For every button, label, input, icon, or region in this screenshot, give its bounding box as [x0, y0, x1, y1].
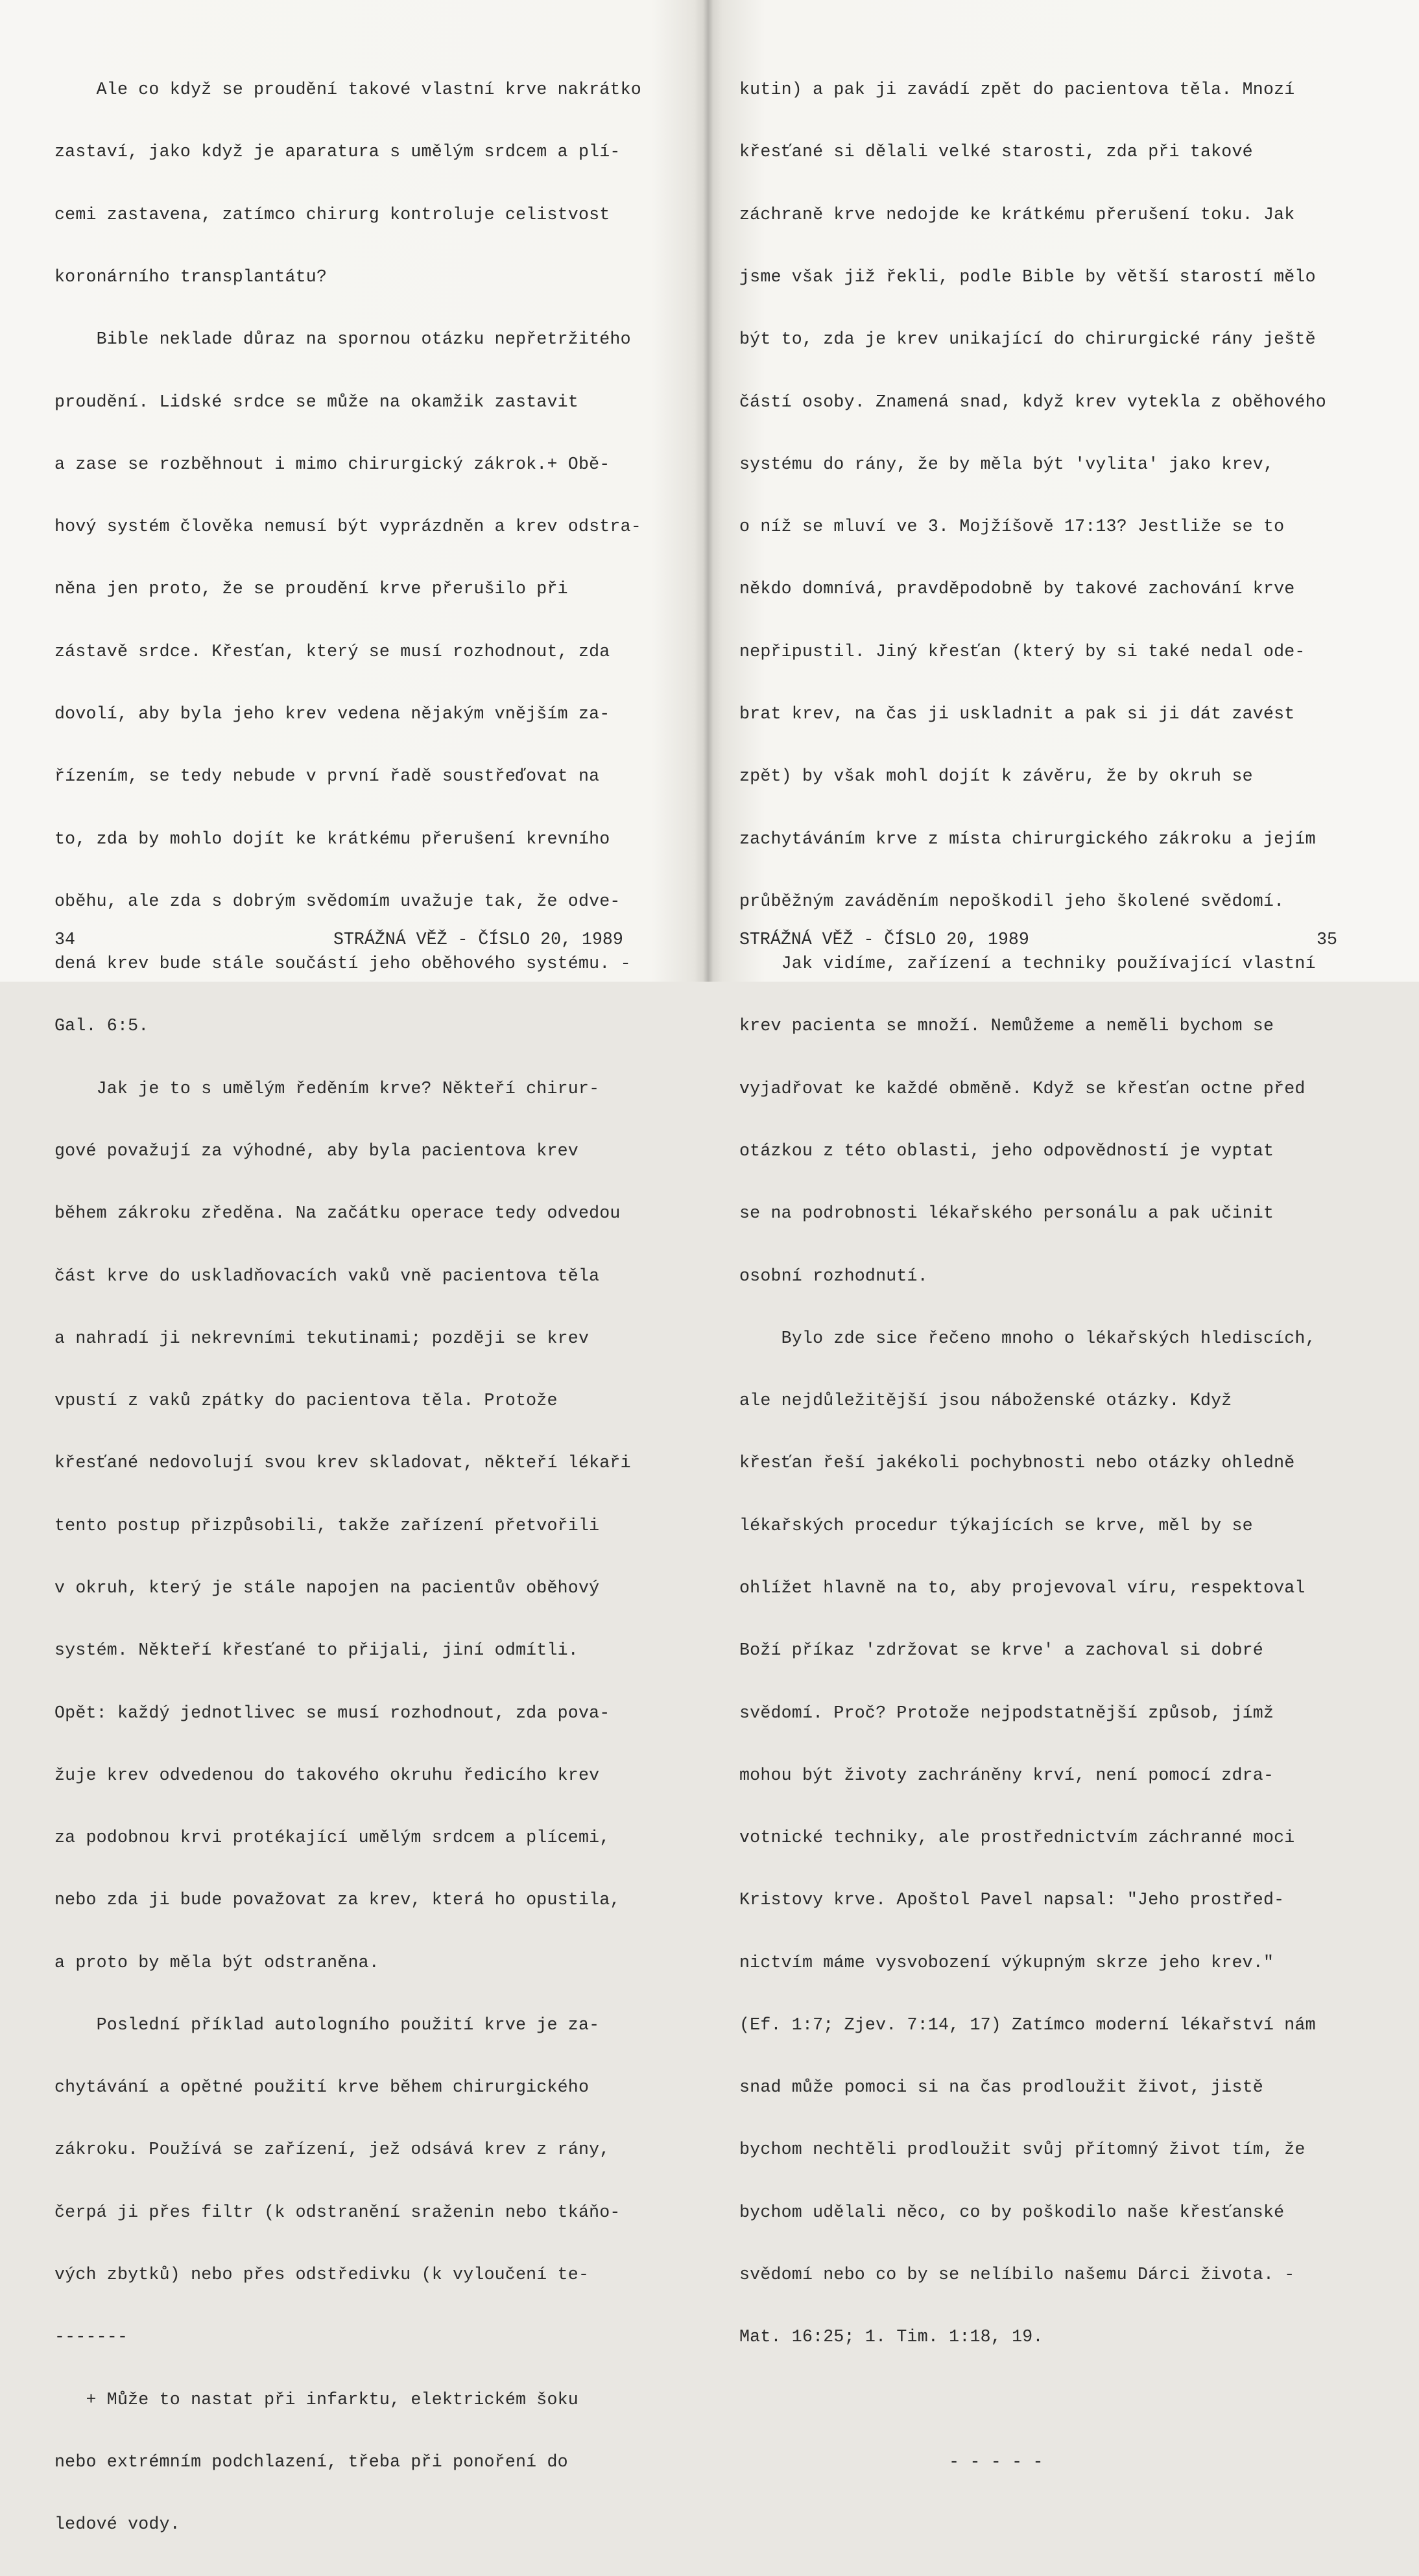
text-line: a nahradí ji nekrevními tekutinami; později se krev — [54, 1328, 590, 1348]
text-line: křesťané si dělali velké starosti, zda při takové — [739, 142, 1253, 162]
running-footer: STRÁŽNÁ VĚŽ - ČÍSLO 20, 1989 — [333, 930, 623, 949]
footnote-line: + Může to nastat při infarktu, elektrickém šoku — [54, 2389, 578, 2409]
text-line: nepřipustil. Jiný křesťan (který by si také nedal ode- — [739, 641, 1306, 661]
text-line: Gal. 6:5. — [54, 1016, 149, 1036]
text-line: zástavě srdce. Křesťan, který se musí rozhodnout, zda — [54, 641, 610, 661]
text-line: během zákroku zředěna. Na začátku operace tedy odvedou — [54, 1203, 621, 1223]
text-line: ale nejdůležitější jsou náboženské otázky. Když — [739, 1391, 1232, 1411]
text-line: záchraně krve nedojde ke krátkému přerušení toku. Jak — [739, 204, 1295, 224]
text-line: Jak je to s umělým ředěním krve? Někteří chirur- — [54, 1078, 600, 1098]
text-line: a proto by měla být odstraněna. — [54, 1952, 379, 1972]
text-line: brat krev, na čas ji uskladnit a pak si ji dát zavést — [739, 704, 1295, 724]
text-line: vyjadřovat ke každé obměně. Když se křesťan octne před — [739, 1078, 1306, 1098]
text-line: vpustí z vaků zpátky do pacientova těla. Protože — [54, 1391, 558, 1411]
text-line: Kristovy krve. Apoštol Pavel napsal: "Jeho prostřed- — [739, 1890, 1285, 1910]
book-gutter — [703, 0, 713, 982]
text-line: křesťané nedovolují svou krev skladovat, někteří lékaři — [54, 1453, 631, 1473]
footnote-line: ledové vody. — [54, 2514, 180, 2535]
text-line: zákroku. Používá se zařízení, jež odsává krev z rány, — [54, 2140, 610, 2160]
text-line: bychom nechtěli prodloužit svůj přítomný život tím, že — [739, 2140, 1306, 2160]
text-line: hový systém člověka nemusí být vyprázdněn a krev odstra- — [54, 517, 641, 537]
text-line: svědomí. Proč? Protože nejpodstatnější způsob, jímž — [739, 1703, 1274, 1723]
text-line: mohou být životy zachráněny krví, není pomocí zdra- — [739, 1765, 1274, 1785]
text-line: Mat. 16:25; 1. Tim. 1:18, 19. — [739, 2327, 1043, 2347]
text-line: systém. Někteří křesťané to přijali, jiní odmítli. — [54, 1640, 578, 1660]
text-line: zpět) by však mohl dojít k závěru, že by okruh se — [739, 766, 1253, 786]
text-line: Poslední příklad autologního použití krve je za- — [54, 2015, 600, 2035]
text-line: tento postup přizpůsobili, takže zařízení přetvořili — [54, 1515, 600, 1535]
text-line: žuje krev odvedenou do takového okruhu ředicího krev — [54, 1765, 600, 1785]
text-line: koronárního transplantátu? — [54, 267, 328, 287]
text-line: řízením, se tedy nebude v první řadě soustřeďovat na — [54, 766, 600, 786]
blank-line — [739, 2389, 1388, 2410]
page-number: 34 — [54, 930, 75, 949]
text-line: někdo domnívá, pravděpodobně by takové zachování krve — [739, 579, 1295, 599]
text-line: se na podrobnosti lékařského personálu a pak učinit — [739, 1203, 1274, 1223]
left-page-footer — [54, 929, 671, 1012]
text-line: snad může pomoci si na čas prodloužit život, jistě — [739, 2077, 1263, 2097]
text-line: o níž se mluví ve 3. Mojžíšově 17:13? Jestliže se to — [739, 517, 1285, 537]
text-line: ohlížet hlavně na to, aby projevoval víru, respektoval — [739, 1578, 1306, 1598]
text-line: proudění. Lidské srdce se může na okamžik zastavit — [54, 392, 578, 412]
text-line: to, zda by mohlo dojít ke krátkému přerušení krevního — [54, 829, 610, 849]
text-line: lékařských procedur týkajících se krve, měl by se — [739, 1515, 1253, 1535]
text-line: Jak vidíme, zařízení a techniky používající vlastní — [739, 954, 1316, 974]
text-line: kutin) a pak ji zavádí zpět do pacientova těla. Mnozí — [739, 80, 1295, 100]
text-line: oběhu, ale zda s dobrým svědomím uvažuje tak, že odve- — [54, 891, 621, 911]
text-line: dovolí, aby byla jeho krev vedena nějakým vnějším za- — [54, 704, 610, 724]
text-line: nebo zda ji bude považovat za krev, která ho opustila, — [54, 1890, 621, 1910]
text-line: něna jen proto, že se proudění krve přerušilo při — [54, 579, 568, 599]
text-line: cemi zastavena, zatímco chirurg kontroluje celistvost — [54, 204, 610, 224]
text-line: v okruh, který je stále napojen na pacientův oběhový — [54, 1578, 600, 1598]
text-line: otázkou z této oblasti, jeho odpovědností je vyptat — [739, 1140, 1274, 1161]
right-page-body — [739, 38, 1388, 2514]
footnote-separator: ------- — [54, 2327, 128, 2347]
footnote-line: nebo extrémním podchlazení, třeba při ponoření do — [54, 2452, 568, 2472]
text-line: chytávání a opětné použití krve během chirurgického — [54, 2077, 590, 2097]
section-end-dashes: - - - - - — [739, 2452, 1043, 2472]
text-line: svědomí nebo co by se nelíbilo našemu Dárci života. - — [739, 2265, 1295, 2285]
text-line: jsme však již řekli, podle Bible by větší starostí mělo — [739, 267, 1316, 287]
text-line: Ale co když se proudění takové vlastní krve nakrátko — [54, 80, 641, 100]
text-line: krev pacienta se množí. Nemůžeme a neměli bychom se — [739, 1016, 1274, 1036]
text-line: být to, zda je krev unikající do chirurgické rány ještě — [739, 329, 1316, 349]
text-line: křesťan řeší jakékoli pochybnosti nebo otázky ohledně — [739, 1453, 1295, 1473]
text-line: průběžným zaváděním nepoškodil jeho školené svědomí. — [739, 891, 1285, 911]
text-line: votnické techniky, ale prostřednictvím záchranné moci — [739, 1828, 1295, 1848]
text-line: Opět: každý jednotlivec se musí rozhodnout, zda pova- — [54, 1703, 610, 1723]
left-page-body — [54, 38, 671, 2576]
page-number: 35 — [1317, 930, 1337, 949]
text-line: Boží příkaz 'zdržovat se krve' a zachoval si dobré — [739, 1640, 1263, 1660]
text-line: čerpá ji přes filtr (k odstranění sraženin nebo tkáňo- — [54, 2202, 621, 2222]
text-line: bychom udělali něco, co by poškodilo naše křesťanské — [739, 2202, 1285, 2222]
right-page-footer — [739, 929, 1388, 1012]
text-line: dená krev bude stále součástí jeho oběhového systému. - — [54, 954, 631, 974]
text-line: zachytáváním krve z místa chirurgického zákroku a jejím — [739, 829, 1316, 849]
text-line: částí osoby. Znamená snad, když krev vytekla z oběhového — [739, 392, 1326, 412]
text-line: systému do rány, že by měla být 'vylita' jako krev, — [739, 454, 1274, 474]
text-line: zastaví, jako když je aparatura s umělým srdcem a plí- — [54, 142, 621, 162]
text-line: za podobnou krvi protékající umělým srdcem a plícemi, — [54, 1828, 610, 1848]
left-page — [0, 0, 708, 2535]
text-line: gové považují za výhodné, aby byla pacientova krev — [54, 1140, 578, 1161]
text-line: nictvím máme vysvobození výkupným skrze jeho krev." — [739, 1952, 1274, 1972]
text-line: Bible neklade důraz na spornou otázku nepřetržitého — [54, 329, 631, 349]
text-line: (Ef. 1:7; Zjev. 7:14, 17) Zatímco moderní lékařství nám — [739, 2015, 1316, 2035]
text-line: Bylo zde sice řečeno mnoho o lékařských hlediscích, — [739, 1328, 1316, 1348]
text-line: osobní rozhodnutí. — [739, 1266, 928, 1286]
running-footer: STRÁŽNÁ VĚŽ - ČÍSLO 20, 1989 — [739, 930, 1029, 949]
text-line: a zase se rozběhnout i mimo chirurgický zákrok.+ Obě- — [54, 454, 610, 474]
text-line: část krve do uskladňovacích vaků vně pacientova těla — [54, 1266, 600, 1286]
right-page — [708, 0, 1419, 2472]
text-line: vých zbytků) nebo přes odstředivku (k vyloučení te- — [54, 2265, 590, 2285]
